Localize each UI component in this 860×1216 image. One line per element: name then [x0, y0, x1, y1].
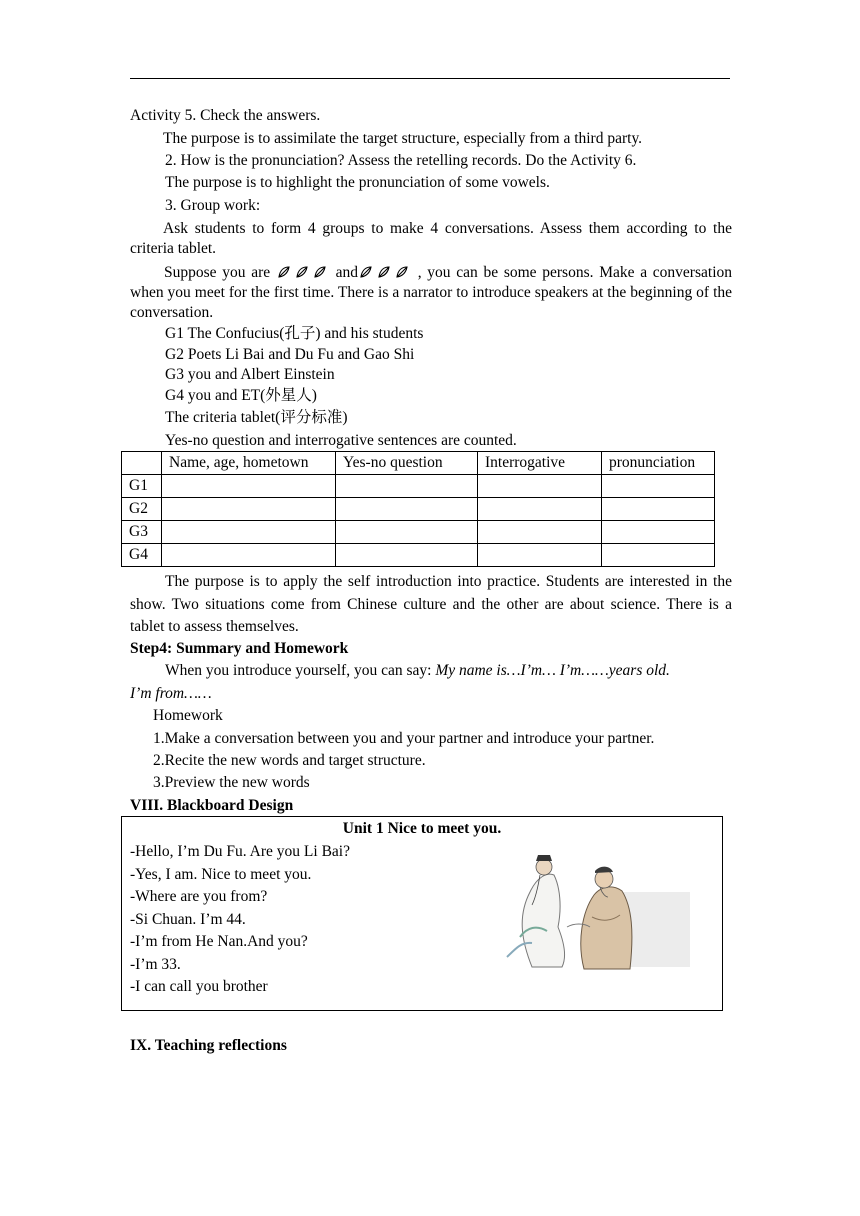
table-cell — [162, 475, 336, 498]
header-rule — [130, 78, 730, 79]
purpose-paragraph-3: The purpose is to apply the self introduction into practice. Students are interested in the show. Two situations come from Chinese culture and the other are about science. There is a tablet to assess themselves. — [130, 573, 732, 635]
criteria-title: The criteria tablet(评分标准) — [165, 409, 348, 426]
homework-item-2: 2.Recite the new words and target structure. — [153, 752, 426, 769]
board-line-3: -Where are you from? — [130, 888, 268, 905]
table-row — [122, 498, 715, 521]
flower-icon — [312, 264, 330, 281]
board-line-7: -I can call you brother — [130, 978, 268, 995]
purpose-line-2: The purpose is to highlight the pronunciation of some vowels. — [165, 174, 550, 191]
blackboard-box — [121, 816, 723, 1011]
homework-item-1: 1.Make a conversation between you and your partner and introduce your partner. — [153, 730, 655, 747]
intro-italic: My name is…I’m… I’m……years old. — [435, 662, 670, 679]
group-3: G3 you and Albert Einstein — [165, 366, 335, 383]
two-poets-illustration — [492, 847, 692, 972]
table-header-cell: Name, age, hometown — [162, 452, 336, 475]
table-cell — [478, 521, 602, 544]
table-header-cell: Interrogative — [478, 452, 602, 475]
table-cell — [336, 475, 478, 498]
section9-heading: IX. Teaching reflections — [130, 1037, 287, 1054]
criteria-note: Yes-no question and interrogative sentences are counted. — [165, 432, 517, 449]
item-3: 3. Group work: — [165, 197, 261, 214]
intro-plain: When you introduce yourself, you can say: — [165, 662, 436, 679]
table-header-cell: Yes-no question — [336, 452, 478, 475]
table-header-cell: pronunciation — [602, 452, 715, 475]
suppose-paragraph — [130, 263, 732, 323]
table-cell — [602, 475, 715, 498]
suppose-text-b: , you can be some persons. Make a conversation when you meet for the first time. There is a narrator to introduce speakers at the beginning of the conversation. — [130, 264, 732, 321]
table-cell — [478, 475, 602, 498]
row-label: G1 — [122, 475, 162, 498]
flower-icon — [394, 264, 412, 281]
purpose-line-1: The purpose is to assimilate the target structure, especially from a third party. — [163, 130, 643, 147]
table-header-row — [122, 452, 715, 475]
board-line-5: -I’m from He Nan.And you? — [130, 933, 308, 950]
flower-icon — [276, 264, 294, 281]
criteria-table — [121, 451, 715, 567]
board-line-2: -Yes, I am. Nice to meet you. — [130, 866, 312, 883]
table-cell — [162, 498, 336, 521]
ask-paragraph: Ask students to form 4 groups to make 4 conversations. Assess them according to the criteria tablet. — [130, 220, 732, 257]
row-label: G2 — [122, 498, 162, 521]
homework-item-3: 3.Preview the new words — [153, 774, 310, 791]
table-cell — [602, 544, 715, 567]
group-2: G2 Poets Li Bai and Du Fu and Gao Shi — [165, 346, 415, 363]
intro-italic-cont: I’m from…… — [130, 685, 212, 702]
row-label: G4 — [122, 544, 162, 567]
table-cell — [602, 521, 715, 544]
homework-label: Homework — [153, 707, 223, 724]
table-cell — [336, 521, 478, 544]
table-header-cell — [122, 452, 162, 475]
table-row — [122, 544, 715, 567]
table-row — [122, 521, 715, 544]
board-line-4: -Si Chuan. I’m 44. — [130, 911, 246, 928]
group-1: G1 The Confucius(孔子) and his students — [165, 325, 424, 342]
step4-heading: Step4: Summary and Homework — [130, 640, 349, 657]
table-cell — [162, 521, 336, 544]
table-cell — [478, 498, 602, 521]
flower-icon — [358, 264, 376, 281]
flower-icon — [294, 264, 312, 281]
table-cell — [602, 498, 715, 521]
table-cell — [336, 544, 478, 567]
board-line-6: -I’m 33. — [130, 956, 181, 973]
item-2: 2. How is the pronunciation? Assess the retelling records. Do the Activity 6. — [165, 152, 637, 169]
board-line-1: -Hello, I’m Du Fu. Are you Li Bai? — [130, 843, 350, 860]
table-cell — [336, 498, 478, 521]
group-4: G4 you and ET(外星人) — [165, 387, 317, 404]
suppose-text-a: Suppose you are — [164, 264, 271, 281]
row-label: G3 — [122, 521, 162, 544]
intro-line — [165, 661, 670, 681]
section8-heading: VIII. Blackboard Design — [130, 797, 294, 814]
table-cell — [478, 544, 602, 567]
board-title: Unit 1 Nice to meet you. — [342, 820, 502, 837]
activity5-heading: Activity 5. Check the answers. — [130, 107, 321, 124]
flower-icon — [376, 264, 394, 281]
suppose-and: and — [335, 264, 358, 281]
table-cell — [162, 544, 336, 567]
table-row — [122, 475, 715, 498]
